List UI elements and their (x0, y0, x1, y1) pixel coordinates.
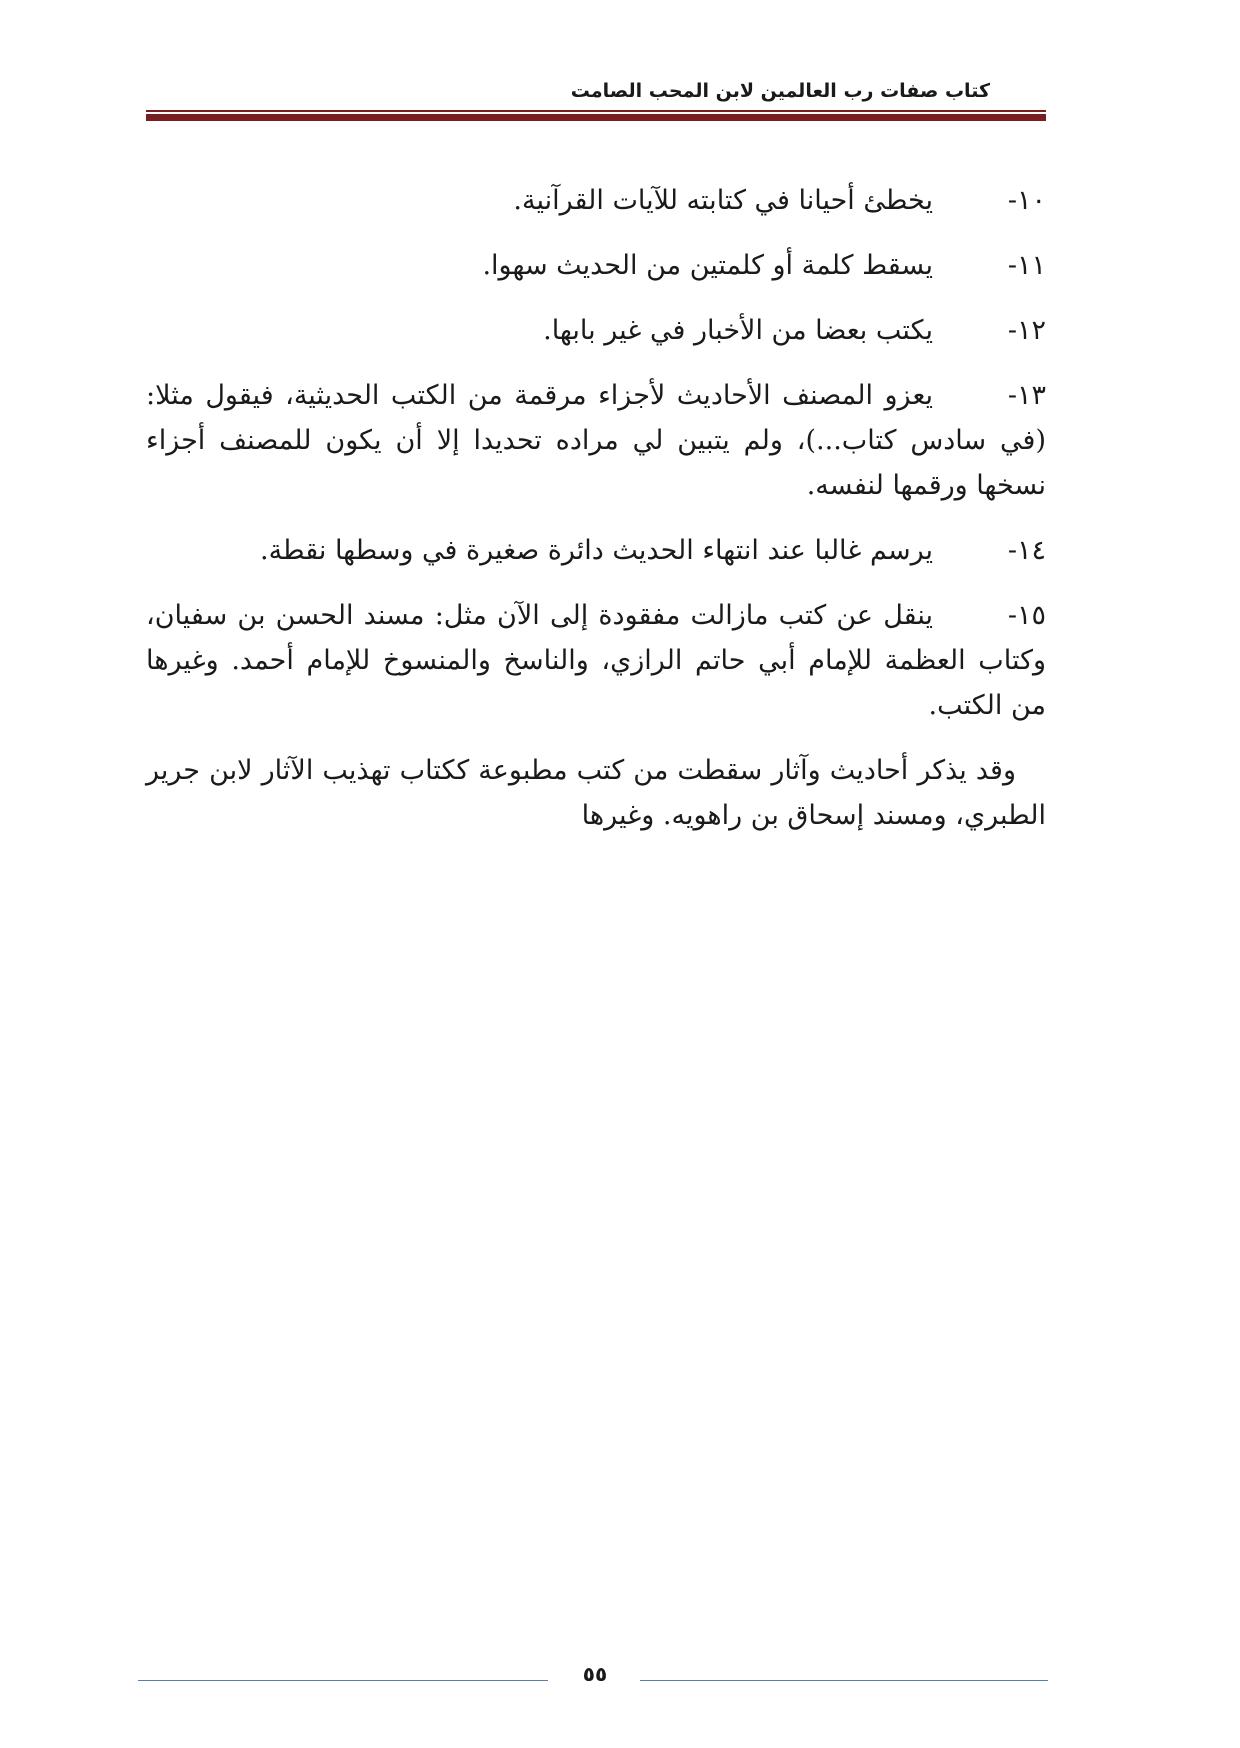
footer-rule-right (640, 1680, 1048, 1681)
closing-paragraph: وقد يذكر أحاديث وآثار سقطت من كتب مطبوعة ككتاب تهذيب الآثار لابن جرير الطبري، ومسند إسحاق بن راهويه. وغيرها (146, 755, 1046, 831)
running-header: كتاب صفات رب العالمين لابن المحب الصامت (570, 80, 990, 102)
list-item (146, 178, 1046, 223)
page-body (146, 178, 1046, 838)
header-rule-thick (146, 114, 1046, 121)
header-rule-thin (146, 110, 1046, 112)
list-item-text: يكتب بعضا من الأخبار في غير بابها. (543, 315, 933, 346)
footer-rule-left (138, 1680, 548, 1681)
list-item-text: يخطئ أحيانا في كتابته للآيات القرآنية. (513, 185, 933, 216)
list-item (146, 528, 1046, 573)
list-item (146, 373, 1046, 508)
list-item-number: ١١- (1007, 250, 1046, 281)
list-item-text: يرسم غالبا عند انتهاء الحديث دائرة صغيرة في وسطها نقطة. (259, 535, 933, 566)
list-item (146, 243, 1046, 288)
list-item-number: ١٤- (1007, 535, 1046, 566)
list-item-number: ١٥- (1007, 600, 1046, 631)
list-item (146, 593, 1046, 728)
list-item-text: يعزو المصنف الأحاديث لأجزاء مرقمة من الكتب الحديثية، فيقول مثلا: (في سادس كتاب...)، ولم يتبين لي مراده تحديدا إلا أن يكون للمصنف أجزاء نسخها ورقمها لنفسه. (146, 380, 1046, 501)
list-item-number: ١٠- (1007, 185, 1046, 216)
list-item-number: ١٣- (1007, 380, 1046, 411)
list-item-text: ينقل عن كتب مازالت مفقودة إلى الآن مثل: مسند الحسن بن سفيان، وكتاب العظمة للإمام أبي حاتم الرازي، والناسخ والمنسوخ للإمام أحمد. وغيرها من الكتب. (146, 600, 1046, 721)
list-item-number: ١٢- (1007, 315, 1046, 346)
list-item-text: يسقط كلمة أو كلمتين من الحديث سهوا. (482, 250, 933, 281)
page-number: ٥٥ (582, 1662, 608, 1686)
list-item (146, 308, 1046, 353)
